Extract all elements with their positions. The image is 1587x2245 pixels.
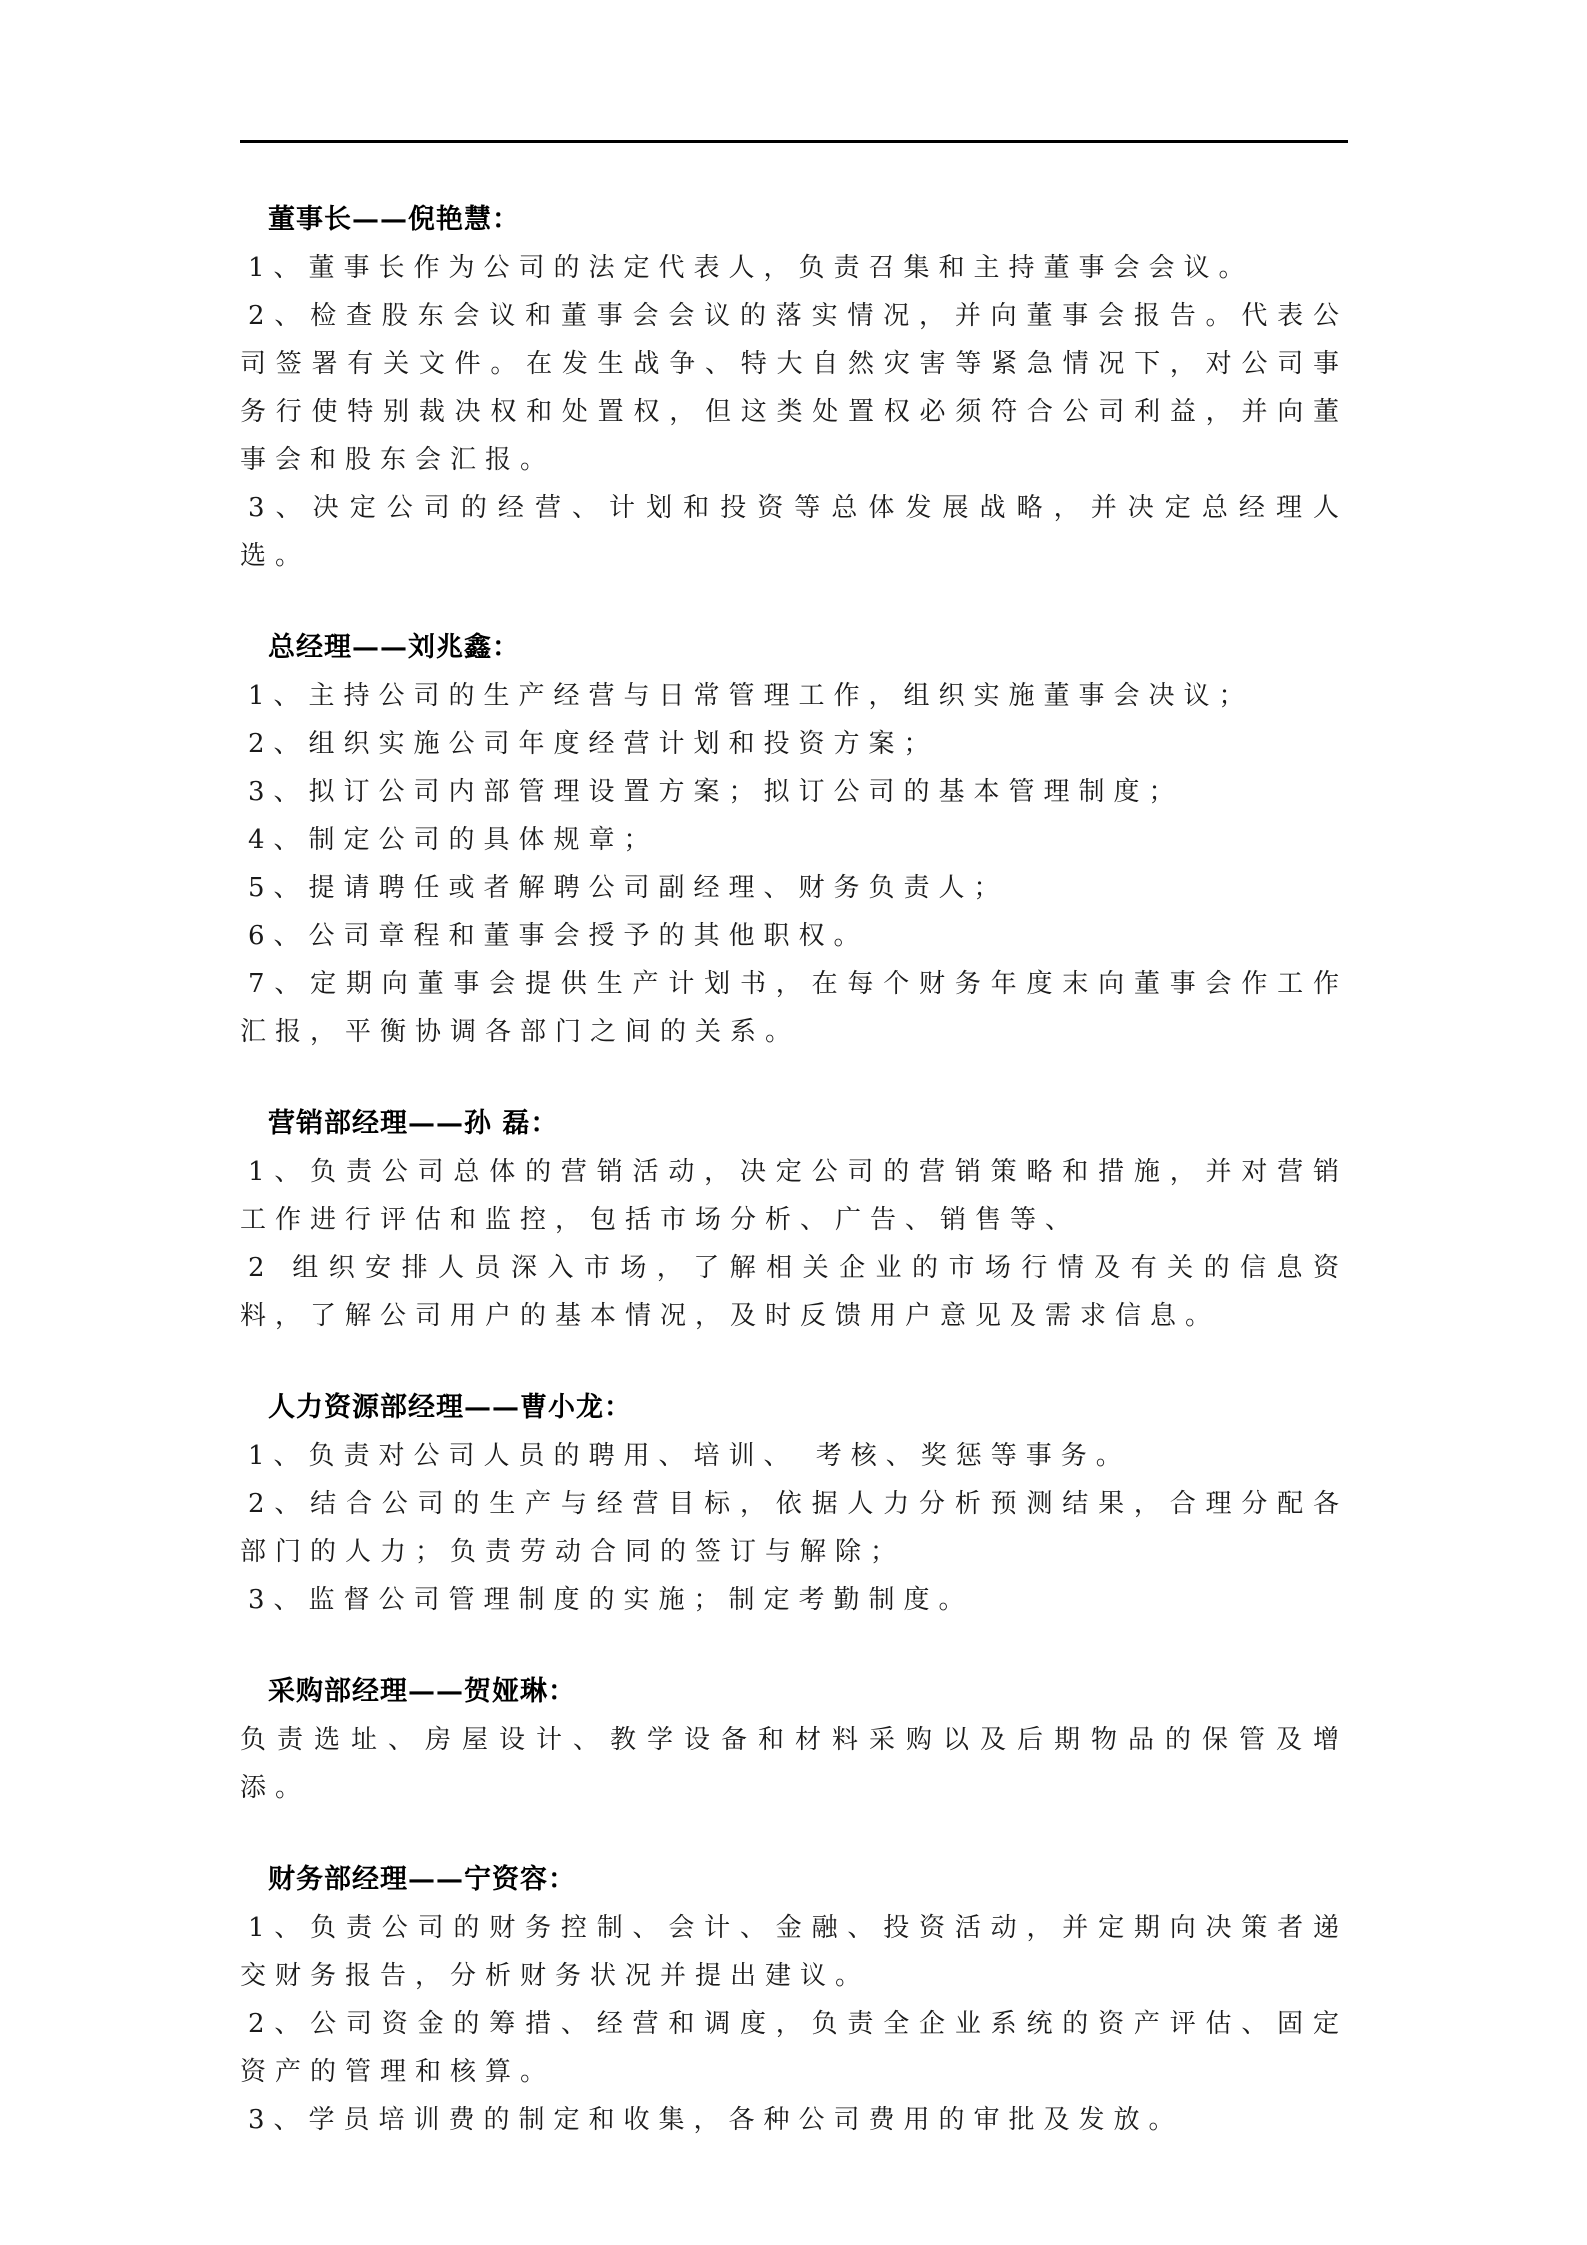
duty-item: 5、提请聘任或者解聘公司副经理、财务负责人； [248,873,1009,903]
document-body [240,196,1348,2188]
duty-item: 负责选址、房屋设计、教学设备和材料采购以及后期物品的保管及增添。 [240,1725,1348,1803]
duty-item: 3、决定公司的经营、计划和投资等总体发展战略，并决定总经理人选。 [240,493,1348,571]
section-heading: 人力资源部经理——曹小龙： [268,1392,632,1423]
duty-item: 4、制定公司的具体规章； [248,825,659,855]
section-general-manager [240,624,1348,1056]
duty-item: 2 组织安排人员深入市场，了解相关企业的市场行情及有关的信息资料，了解公司用户的基本情况，及时反馈用户意见及需求信息。 [240,1253,1348,1331]
duty-item: 3、监督公司管理制度的实施；制定考勤制度。 [248,1585,974,1615]
duty-item: 1、董事长作为公司的法定代表人，负责召集和主持董事会会议。 [248,253,1254,283]
duty-item: 1、主持公司的生产经营与日常管理工作，组织实施董事会决议； [248,681,1254,711]
duty-item: 1、负责对公司人员的聘用、培训、 考核、奖惩等事务。 [248,1441,1131,1471]
duty-item: 2、公司资金的筹措、经营和调度，负责全企业系统的资产评估、固定资产的管理和核算。 [240,2009,1348,2087]
duty-item: 6、公司章程和董事会授予的其他职权。 [248,921,869,951]
duty-item: 2、组织实施公司年度经营计划和投资方案； [248,729,939,759]
section-finance-manager [240,1856,1348,2144]
duty-item: 7、定期向董事会提供生产计划书，在每个财务年度末向董事会作工作汇报，平衡协调各部门之间的关系。 [240,969,1348,1047]
section-heading: 财务部经理——宁资容： [268,1864,576,1895]
section-heading: 董事长——倪艳慧： [268,204,520,235]
duty-item: 2、检查股东会议和董事会会议的落实情况，并向董事会报告。代表公司签署有关文件。在发生战争、特大自然灾害等紧急情况下，对公司事务行使特别裁决权和处置权，但这类处置权必须符合公司利益，并向董事会和股东会汇报。 [240,301,1348,475]
duty-item: 3、拟订公司内部管理设置方案；拟订公司的基本管理制度； [248,777,1184,807]
duty-item: 1、负责公司总体的营销活动，决定公司的营销策略和措施，并对营销工作进行评估和监控，包括市场分析、广告、销售等、 [240,1157,1348,1235]
section-heading: 采购部经理——贺娅琳： [268,1676,576,1707]
section-purchasing-manager [240,1668,1348,1812]
header-rule [240,140,1348,143]
duty-item: 3、学员培训费的制定和收集，各种公司费用的审批及发放。 [248,2105,1184,2135]
section-hr-manager [240,1384,1348,1624]
duty-item: 2、结合公司的生产与经营目标，依据人力分析预测结果，合理分配各部门的人力；负责劳动合同的签订与解除； [240,1489,1348,1567]
duty-item: 1、负责公司的财务控制、会计、金融、投资活动，并定期向决策者递交财务报告，分析财务状况并提出建议。 [240,1913,1348,1991]
section-heading: 营销部经理——孙 磊： [268,1108,559,1139]
section-heading: 总经理——刘兆鑫： [268,632,520,663]
section-marketing-manager [240,1100,1348,1340]
section-chairman [240,196,1348,580]
